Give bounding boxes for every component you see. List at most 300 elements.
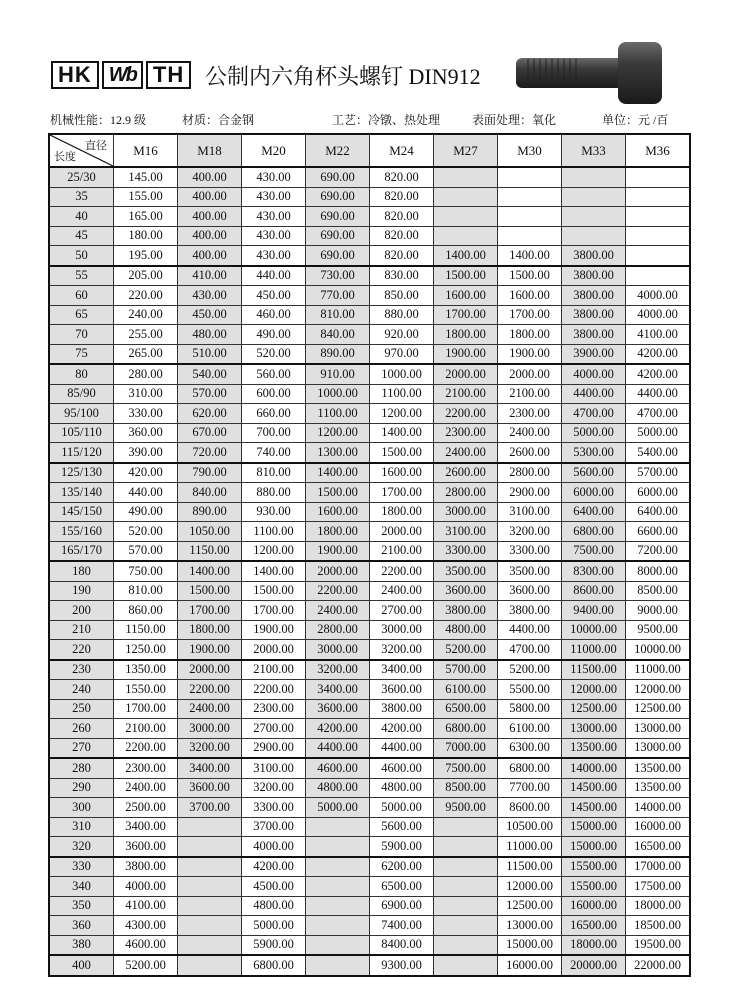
price-cell: 4000.00 xyxy=(114,877,178,897)
logo-wb: Wb xyxy=(102,61,143,89)
spec-process: 工艺：冷镦、热处理 xyxy=(332,113,441,127)
price-cell: 2000.00 xyxy=(306,561,370,581)
price-cell: 660.00 xyxy=(242,404,306,424)
price-cell: 690.00 xyxy=(306,187,370,207)
length-cell: 210 xyxy=(49,620,114,640)
price-cell: 820.00 xyxy=(370,167,434,187)
price-cell: 920.00 xyxy=(370,325,434,345)
price-cell: 4800.00 xyxy=(370,778,434,798)
price-cell: 7200.00 xyxy=(626,541,691,561)
price-cell: 2000.00 xyxy=(178,660,242,680)
column-header-m18: M18 xyxy=(178,134,242,167)
price-cell: 3100.00 xyxy=(242,758,306,778)
price-cell: 14000.00 xyxy=(626,798,691,818)
price-cell xyxy=(306,955,370,976)
spec-material: 材质：合金钢 xyxy=(182,113,255,127)
price-cell: 1900.00 xyxy=(178,640,242,660)
price-cell: 3800.00 xyxy=(562,266,626,286)
price-cell: 15500.00 xyxy=(562,877,626,897)
price-cell: 1900.00 xyxy=(434,344,498,364)
price-cell xyxy=(434,877,498,897)
price-cell: 8500.00 xyxy=(626,581,691,601)
price-cell: 5200.00 xyxy=(498,660,562,680)
price-cell: 670.00 xyxy=(178,423,242,443)
price-cell: 15000.00 xyxy=(562,817,626,837)
price-cell: 5000.00 xyxy=(562,423,626,443)
price-cell: 10000.00 xyxy=(562,620,626,640)
length-cell: 240 xyxy=(49,680,114,700)
price-cell: 6200.00 xyxy=(370,857,434,877)
price-cell: 4400.00 xyxy=(306,738,370,758)
price-cell: 1600.00 xyxy=(370,463,434,483)
price-cell: 11500.00 xyxy=(498,857,562,877)
price-cell: 820.00 xyxy=(370,187,434,207)
price-cell xyxy=(498,187,562,207)
price-cell: 840.00 xyxy=(306,325,370,345)
price-cell: 1800.00 xyxy=(370,502,434,522)
price-cell: 6400.00 xyxy=(562,502,626,522)
price-cell: 18000.00 xyxy=(626,896,691,916)
table-row xyxy=(49,798,690,818)
price-cell xyxy=(434,955,498,976)
price-cell: 4000.00 xyxy=(242,837,306,857)
price-cell: 6000.00 xyxy=(562,483,626,503)
column-header-m30: M30 xyxy=(498,134,562,167)
price-cell: 520.00 xyxy=(114,522,178,542)
price-cell: 7000.00 xyxy=(434,738,498,758)
table-row xyxy=(49,305,690,325)
table-row xyxy=(49,738,690,758)
price-cell: 400.00 xyxy=(178,167,242,187)
length-cell: 50 xyxy=(49,246,114,266)
table-row xyxy=(49,187,690,207)
price-cell: 12500.00 xyxy=(562,699,626,719)
price-cell: 13500.00 xyxy=(626,778,691,798)
price-cell xyxy=(562,207,626,227)
length-cell: 330 xyxy=(49,857,114,877)
price-cell: 1400.00 xyxy=(434,246,498,266)
price-cell xyxy=(306,817,370,837)
length-cell: 340 xyxy=(49,877,114,897)
price-cell xyxy=(306,935,370,955)
price-cell: 1400.00 xyxy=(370,423,434,443)
price-cell: 2400.00 xyxy=(498,423,562,443)
price-cell: 4400.00 xyxy=(562,384,626,404)
length-cell: 145/150 xyxy=(49,502,114,522)
length-cell: 190 xyxy=(49,581,114,601)
length-cell: 280 xyxy=(49,758,114,778)
price-cell: 880.00 xyxy=(370,305,434,325)
price-cell: 3400.00 xyxy=(178,758,242,778)
price-cell: 5000.00 xyxy=(306,798,370,818)
length-cell: 75 xyxy=(49,344,114,364)
table-row xyxy=(49,581,690,601)
price-cell: 3800.00 xyxy=(562,286,626,306)
price-cell: 2400.00 xyxy=(306,601,370,621)
price-cell: 15000.00 xyxy=(562,837,626,857)
price-cell xyxy=(498,167,562,187)
price-cell: 1600.00 xyxy=(434,286,498,306)
price-cell: 450.00 xyxy=(178,305,242,325)
price-cell: 16000.00 xyxy=(626,817,691,837)
price-cell: 13500.00 xyxy=(626,758,691,778)
price-cell: 15000.00 xyxy=(498,935,562,955)
price-cell: 540.00 xyxy=(178,364,242,384)
price-cell: 5500.00 xyxy=(498,680,562,700)
price-cell: 3200.00 xyxy=(178,738,242,758)
price-cell: 390.00 xyxy=(114,443,178,463)
price-cell: 4200.00 xyxy=(242,857,306,877)
table-row xyxy=(49,286,690,306)
table-row xyxy=(49,699,690,719)
column-header-m22: M22 xyxy=(306,134,370,167)
price-cell: 570.00 xyxy=(178,384,242,404)
table-row xyxy=(49,778,690,798)
price-cell: 6300.00 xyxy=(498,738,562,758)
column-header-m20: M20 xyxy=(242,134,306,167)
price-cell xyxy=(434,167,498,187)
price-cell: 1100.00 xyxy=(306,404,370,424)
price-cell xyxy=(306,857,370,877)
price-cell: 5400.00 xyxy=(626,443,691,463)
price-cell: 460.00 xyxy=(242,305,306,325)
length-cell: 180 xyxy=(49,561,114,581)
length-cell: 65 xyxy=(49,305,114,325)
price-cell: 1600.00 xyxy=(498,286,562,306)
price-cell: 2300.00 xyxy=(114,758,178,778)
price-cell: 6800.00 xyxy=(562,522,626,542)
table-row xyxy=(49,877,690,897)
price-cell: 145.00 xyxy=(114,167,178,187)
price-cell: 840.00 xyxy=(178,483,242,503)
price-cell: 1100.00 xyxy=(370,384,434,404)
price-cell: 9500.00 xyxy=(434,798,498,818)
price-cell: 3600.00 xyxy=(498,581,562,601)
price-cell: 5600.00 xyxy=(370,817,434,837)
table-row xyxy=(49,620,690,640)
price-cell xyxy=(434,187,498,207)
price-cell: 2500.00 xyxy=(114,798,178,818)
table-row xyxy=(49,955,690,976)
price-cell xyxy=(178,955,242,976)
price-cell: 830.00 xyxy=(370,266,434,286)
table-row xyxy=(49,719,690,739)
price-cell xyxy=(178,896,242,916)
price-cell: 6400.00 xyxy=(626,502,691,522)
price-cell: 14000.00 xyxy=(562,758,626,778)
price-cell: 1700.00 xyxy=(178,601,242,621)
price-cell: 810.00 xyxy=(242,463,306,483)
price-cell: 5700.00 xyxy=(626,463,691,483)
price-cell: 3000.00 xyxy=(178,719,242,739)
corner-diameter-label: 直径 xyxy=(85,140,107,152)
price-cell: 3800.00 xyxy=(562,305,626,325)
bolt-image xyxy=(508,38,668,108)
brand-logo xyxy=(51,61,191,89)
price-cell: 720.00 xyxy=(178,443,242,463)
price-cell: 2400.00 xyxy=(178,699,242,719)
table-row xyxy=(49,857,690,877)
price-cell xyxy=(626,207,691,227)
price-cell: 4400.00 xyxy=(370,738,434,758)
price-cell: 4300.00 xyxy=(114,916,178,936)
length-cell: 360 xyxy=(49,916,114,936)
length-cell: 380 xyxy=(49,935,114,955)
price-cell: 4100.00 xyxy=(114,896,178,916)
price-cell: 13000.00 xyxy=(626,719,691,739)
length-cell: 230 xyxy=(49,660,114,680)
length-cell: 40 xyxy=(49,207,114,227)
column-header-m33: M33 xyxy=(562,134,626,167)
price-cell: 1400.00 xyxy=(306,463,370,483)
price-cell: 8300.00 xyxy=(562,561,626,581)
price-cell: 3600.00 xyxy=(178,778,242,798)
spec-grade: 机械性能：12.9 级 xyxy=(50,113,147,127)
price-cell: 2400.00 xyxy=(434,443,498,463)
column-header-m24: M24 xyxy=(370,134,434,167)
price-cell: 6500.00 xyxy=(370,877,434,897)
price-cell: 790.00 xyxy=(178,463,242,483)
price-cell: 14500.00 xyxy=(562,778,626,798)
price-cell: 17500.00 xyxy=(626,877,691,897)
price-cell xyxy=(434,226,498,246)
price-cell: 8400.00 xyxy=(370,935,434,955)
price-cell: 2800.00 xyxy=(434,483,498,503)
price-cell: 5900.00 xyxy=(370,837,434,857)
price-cell: 2700.00 xyxy=(242,719,306,739)
price-cell xyxy=(562,167,626,187)
price-cell: 12000.00 xyxy=(626,680,691,700)
price-cell: 3800.00 xyxy=(498,601,562,621)
price-cell: 3500.00 xyxy=(434,561,498,581)
price-cell: 9300.00 xyxy=(370,955,434,976)
price-cell: 1800.00 xyxy=(498,325,562,345)
price-cell: 690.00 xyxy=(306,207,370,227)
price-cell: 1000.00 xyxy=(370,364,434,384)
table-row xyxy=(49,423,690,443)
price-cell xyxy=(498,226,562,246)
price-cell: 3400.00 xyxy=(306,680,370,700)
price-cell: 700.00 xyxy=(242,423,306,443)
price-cell: 19500.00 xyxy=(626,935,691,955)
price-cell: 6000.00 xyxy=(626,483,691,503)
price-cell: 400.00 xyxy=(178,207,242,227)
price-cell: 2900.00 xyxy=(498,483,562,503)
price-cell: 3000.00 xyxy=(370,620,434,640)
price-cell: 3500.00 xyxy=(498,561,562,581)
price-cell: 5800.00 xyxy=(498,699,562,719)
price-cell: 12500.00 xyxy=(626,699,691,719)
table-row xyxy=(49,463,690,483)
price-cell: 2000.00 xyxy=(370,522,434,542)
price-cell: 3800.00 xyxy=(562,325,626,345)
price-cell: 480.00 xyxy=(178,325,242,345)
corner-length-label: 长度 xyxy=(54,151,76,163)
price-cell: 430.00 xyxy=(242,246,306,266)
price-cell: 2200.00 xyxy=(178,680,242,700)
price-cell: 13500.00 xyxy=(562,738,626,758)
price-cell xyxy=(626,266,691,286)
price-cell: 1500.00 xyxy=(434,266,498,286)
length-cell: 85/90 xyxy=(49,384,114,404)
price-cell: 2000.00 xyxy=(434,364,498,384)
price-cell: 690.00 xyxy=(306,167,370,187)
price-cell: 310.00 xyxy=(114,384,178,404)
price-cell: 3100.00 xyxy=(434,522,498,542)
price-cell: 4600.00 xyxy=(114,935,178,955)
price-cell: 4500.00 xyxy=(242,877,306,897)
price-cell: 1500.00 xyxy=(242,581,306,601)
table-row xyxy=(49,837,690,857)
price-cell: 255.00 xyxy=(114,325,178,345)
price-cell: 6600.00 xyxy=(626,522,691,542)
table-row xyxy=(49,502,690,522)
price-cell: 360.00 xyxy=(114,423,178,443)
price-cell: 14500.00 xyxy=(562,798,626,818)
price-cell: 1100.00 xyxy=(242,522,306,542)
price-cell: 400.00 xyxy=(178,246,242,266)
price-cell: 11000.00 xyxy=(498,837,562,857)
price-cell: 3300.00 xyxy=(242,798,306,818)
price-cell xyxy=(626,226,691,246)
table-row xyxy=(49,680,690,700)
price-cell: 770.00 xyxy=(306,286,370,306)
price-cell: 3600.00 xyxy=(370,680,434,700)
price-cell: 430.00 xyxy=(242,207,306,227)
price-cell: 330.00 xyxy=(114,404,178,424)
price-cell: 3300.00 xyxy=(498,541,562,561)
price-cell: 740.00 xyxy=(242,443,306,463)
price-cell: 1550.00 xyxy=(114,680,178,700)
price-cell: 4200.00 xyxy=(626,364,691,384)
price-cell xyxy=(434,817,498,837)
price-cell: 2000.00 xyxy=(498,364,562,384)
price-cell: 1800.00 xyxy=(306,522,370,542)
price-cell: 600.00 xyxy=(242,384,306,404)
price-cell xyxy=(626,167,691,187)
price-cell: 180.00 xyxy=(114,226,178,246)
price-cell: 490.00 xyxy=(242,325,306,345)
price-cell: 1700.00 xyxy=(370,483,434,503)
price-cell: 1300.00 xyxy=(306,443,370,463)
price-cell: 3300.00 xyxy=(434,541,498,561)
price-cell: 1250.00 xyxy=(114,640,178,660)
price-cell: 3800.00 xyxy=(114,857,178,877)
price-cell: 11000.00 xyxy=(562,640,626,660)
spec-surface: 表面处理：氧化 xyxy=(472,113,557,127)
price-cell: 8600.00 xyxy=(498,798,562,818)
price-cell: 450.00 xyxy=(242,286,306,306)
price-cell: 4000.00 xyxy=(626,286,691,306)
price-cell: 4200.00 xyxy=(626,344,691,364)
price-cell: 2200.00 xyxy=(306,581,370,601)
price-cell xyxy=(434,837,498,857)
length-cell: 115/120 xyxy=(49,443,114,463)
length-cell: 60 xyxy=(49,286,114,306)
price-cell: 3800.00 xyxy=(370,699,434,719)
length-cell: 125/130 xyxy=(49,463,114,483)
price-cell: 420.00 xyxy=(114,463,178,483)
price-cell: 850.00 xyxy=(370,286,434,306)
length-cell: 270 xyxy=(49,738,114,758)
price-cell: 4600.00 xyxy=(306,758,370,778)
length-cell: 260 xyxy=(49,719,114,739)
price-cell: 3600.00 xyxy=(114,837,178,857)
price-cell: 1500.00 xyxy=(498,266,562,286)
length-cell: 155/160 xyxy=(49,522,114,542)
price-cell: 2300.00 xyxy=(434,423,498,443)
price-cell xyxy=(626,187,691,207)
price-cell xyxy=(498,207,562,227)
price-cell: 220.00 xyxy=(114,286,178,306)
price-cell xyxy=(306,837,370,857)
table-row xyxy=(49,660,690,680)
price-cell: 1400.00 xyxy=(178,561,242,581)
price-cell: 2100.00 xyxy=(242,660,306,680)
price-cell: 490.00 xyxy=(114,502,178,522)
price-cell: 1150.00 xyxy=(178,541,242,561)
table-row xyxy=(49,541,690,561)
price-cell: 280.00 xyxy=(114,364,178,384)
table-row xyxy=(49,364,690,384)
price-cell: 13000.00 xyxy=(626,738,691,758)
column-header-m27: M27 xyxy=(434,134,498,167)
price-cell: 1700.00 xyxy=(498,305,562,325)
table-row xyxy=(49,266,690,286)
price-cell: 750.00 xyxy=(114,561,178,581)
price-cell: 7700.00 xyxy=(498,778,562,798)
price-cell xyxy=(178,857,242,877)
price-cell: 205.00 xyxy=(114,266,178,286)
price-cell: 5000.00 xyxy=(626,423,691,443)
price-cell: 1350.00 xyxy=(114,660,178,680)
table-row xyxy=(49,384,690,404)
length-cell: 165/170 xyxy=(49,541,114,561)
price-cell xyxy=(434,896,498,916)
length-cell: 290 xyxy=(49,778,114,798)
column-header-m36: M36 xyxy=(626,134,691,167)
price-cell: 22000.00 xyxy=(626,955,691,976)
price-cell xyxy=(306,916,370,936)
price-cell: 9400.00 xyxy=(562,601,626,621)
price-cell: 860.00 xyxy=(114,601,178,621)
table-row xyxy=(49,167,690,187)
price-cell: 400.00 xyxy=(178,187,242,207)
price-cell: 5200.00 xyxy=(114,955,178,976)
table-row xyxy=(49,246,690,266)
length-cell: 45 xyxy=(49,226,114,246)
price-cell: 3200.00 xyxy=(306,660,370,680)
spec-unit: 单位：元 /百 xyxy=(602,113,669,127)
price-cell: 15500.00 xyxy=(562,857,626,877)
price-cell: 3000.00 xyxy=(306,640,370,660)
table-row xyxy=(49,817,690,837)
price-cell: 810.00 xyxy=(306,305,370,325)
price-cell: 13000.00 xyxy=(498,916,562,936)
length-cell: 135/140 xyxy=(49,483,114,503)
price-cell: 2300.00 xyxy=(242,699,306,719)
price-cell: 510.00 xyxy=(178,344,242,364)
price-cell xyxy=(434,935,498,955)
price-cell: 1500.00 xyxy=(306,483,370,503)
price-cell xyxy=(178,817,242,837)
price-cell: 7500.00 xyxy=(562,541,626,561)
price-cell: 11500.00 xyxy=(562,660,626,680)
price-cell: 430.00 xyxy=(178,286,242,306)
price-table xyxy=(48,133,691,977)
price-cell: 820.00 xyxy=(370,246,434,266)
price-cell: 8600.00 xyxy=(562,581,626,601)
